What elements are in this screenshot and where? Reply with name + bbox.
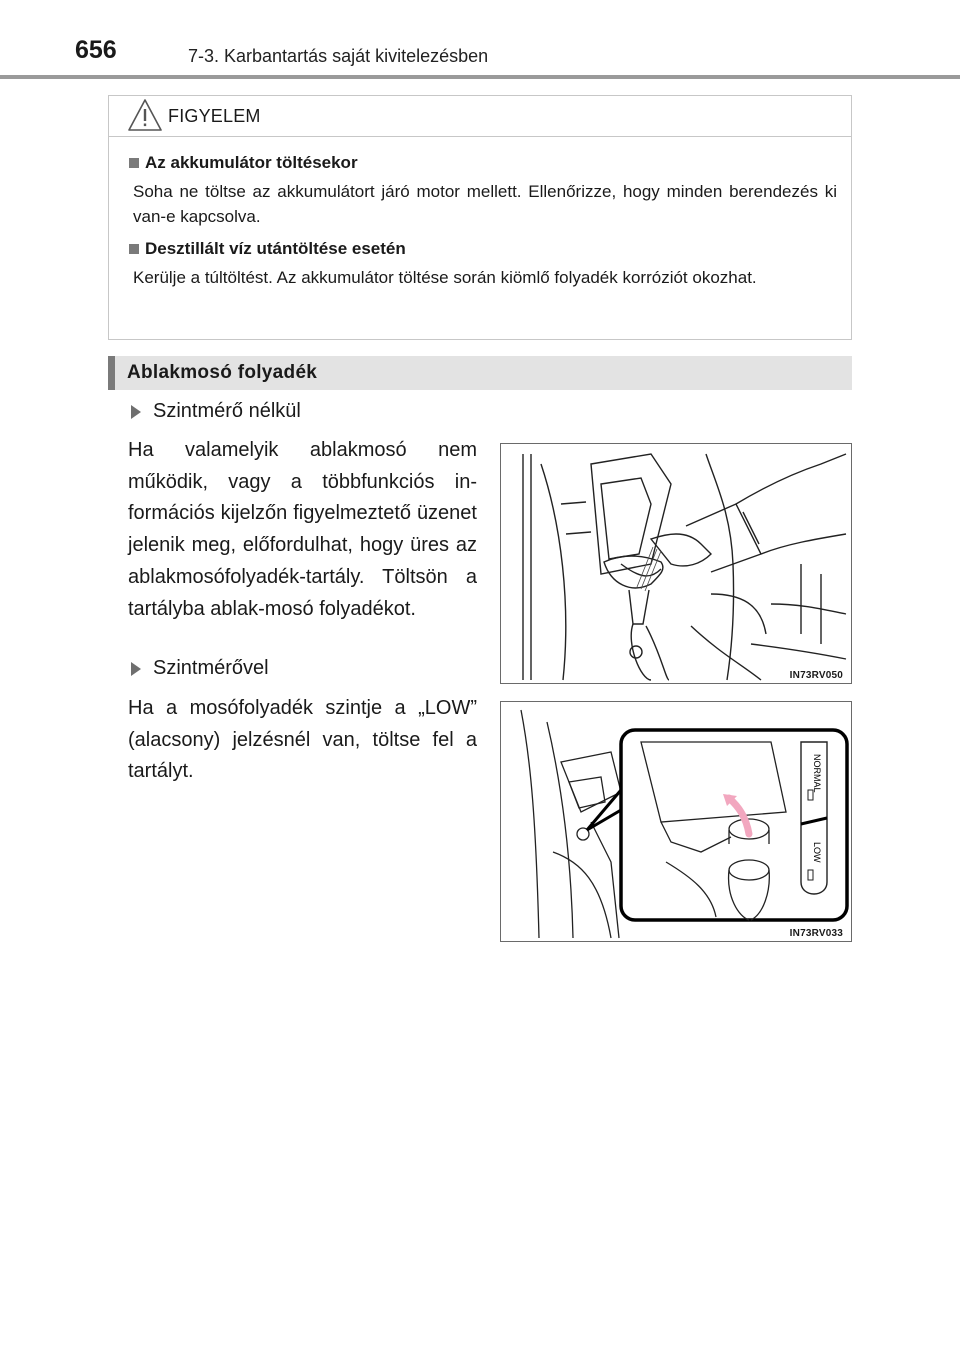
- warning-item-text: Soha ne töltse az akkumulátort járó motor mellett. Ellenőrizze, hogy minden berendezés ki van-e kapcsolva.: [133, 182, 837, 226]
- page-header: [0, 0, 960, 80]
- warning-item-title: Az akkumulátor töltésekor: [145, 153, 358, 172]
- warning-item-heading: [129, 239, 837, 259]
- subheading-label: Szintmérővel: [153, 657, 269, 679]
- warning-item-heading: [129, 153, 837, 173]
- figure-label: IN73RV050: [789, 670, 843, 681]
- pouring-fluid-illustration: [501, 444, 852, 684]
- warning-item-text: Kerülje a túltöltést. Az akkumulátor töltése során kiömlő folyadék korróziót okozhat.: [133, 268, 757, 287]
- section-heading: Ablakmosó folyadék: [127, 362, 318, 383]
- warning-box: [108, 95, 852, 340]
- warning-item: [129, 239, 837, 290]
- bullet-square-icon: [129, 244, 139, 254]
- warning-header: [109, 96, 851, 137]
- warning-title: FIGYELEM: [168, 106, 261, 126]
- subheading-label: Szintmérő nélkül: [153, 400, 301, 422]
- subheading-item: [131, 657, 269, 680]
- warning-triangle-icon: [127, 98, 163, 132]
- dipstick-low-mark: LOW: [812, 842, 822, 863]
- dipstick-normal-mark: NORMAL: [812, 754, 822, 793]
- figure-dipstick: [500, 701, 852, 942]
- section-heading-bar: [108, 356, 852, 390]
- triangle-bullet-icon: [131, 662, 141, 676]
- warning-item: [129, 153, 837, 229]
- subheading-item: [131, 400, 301, 423]
- triangle-bullet-icon: [131, 405, 141, 419]
- warning-item-title: Desztillált víz utántöltése esetén: [145, 239, 406, 258]
- body-paragraph: Ha valamelyik ablakmosó nem működik, vagy a többfunkciós in-formációs kijelzőn figyelmeztető üzenet jelenik meg, előfordulhat, hogy üres az ablakmosófolyadék-tartály. Töltsön a tartályba ablak-mosó folyadékot.: [128, 439, 477, 620]
- page-number: 656: [75, 36, 117, 64]
- body-paragraph: Ha a mosófolyadék szintje a „LOW” (alacsony) jelzésnél van, töltse fel a tartályt.: [128, 697, 477, 783]
- section-title: 7-3. Karbantartás saját kivitelezésben: [188, 46, 489, 66]
- bullet-square-icon: [129, 158, 139, 168]
- dipstick-illustration: [501, 702, 852, 942]
- header-rule: [0, 75, 960, 79]
- figure-label: IN73RV033: [789, 928, 843, 939]
- figure-pouring-fluid: [500, 443, 852, 684]
